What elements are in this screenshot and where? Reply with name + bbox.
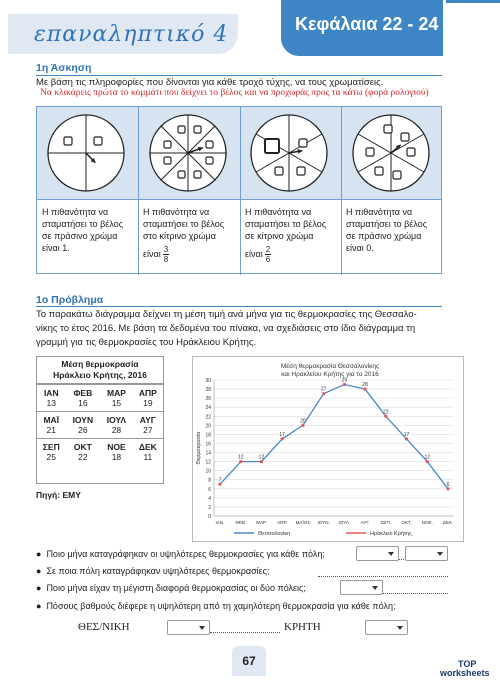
page-number: 67 <box>242 654 256 668</box>
table-value: 26 <box>78 425 88 435</box>
data-label: 29 <box>341 377 348 384</box>
spinner-wheel <box>353 115 429 191</box>
chart-title: Μέση θερμοκρασία Θεσσαλονίκης <box>280 363 380 370</box>
color-checkbox <box>393 171 401 179</box>
x-tick-label: ΦΕΒ. <box>235 520 247 525</box>
color-checkbox <box>194 171 201 178</box>
data-label: 28 <box>362 382 368 389</box>
x-tick-label: ΑΠΡ. <box>277 520 288 525</box>
y-tick-label: 28 <box>205 387 211 394</box>
y-axis-label: Θερμοκρασία <box>196 431 202 465</box>
y-tick-label: 20 <box>205 423 211 430</box>
question-item: ● Ποιο μήνα καταγράφηκαν οι υψηλότερες θερμοκρασίες για κάθε πόλη; <box>36 549 325 559</box>
table-value: 27 <box>143 425 153 435</box>
header-accent-line <box>446 0 500 3</box>
answer-dropdown[interactable] <box>340 580 383 595</box>
data-label: 27 <box>320 386 327 393</box>
spinner-wheel <box>251 115 327 191</box>
x-tick-label: ΔΕΚ. <box>442 520 454 525</box>
data-label: 12 <box>424 454 431 461</box>
question-item: ● Πόσους βαθμούς διέφερε η υψηλότερη από τη χαμηλότερη θερμοκρασία για κάθε πόλη; <box>36 601 396 611</box>
x-tick-label: ΙΑΝ. <box>215 520 225 525</box>
color-checkbox <box>64 137 72 145</box>
x-tick-label: ΙΟΥΝ. <box>317 520 330 525</box>
table-month: ΙΑΝ <box>37 385 66 399</box>
data-label: 17 <box>279 431 285 438</box>
spinner-wheel <box>48 115 124 191</box>
color-checkbox <box>384 125 392 133</box>
y-tick-label: 10 <box>205 468 211 475</box>
header-title: επαναληπτικό 4 <box>34 22 229 47</box>
table-source: Πηγή: ΕΜΥ <box>36 490 81 500</box>
y-tick-label: 2 <box>208 504 211 511</box>
table-value: 15 <box>111 398 122 408</box>
color-checkbox <box>94 137 102 145</box>
table-value: 13 <box>46 398 56 408</box>
y-tick-label: 0 <box>208 514 211 520</box>
y-tick-label: 24 <box>205 405 211 412</box>
color-checkbox <box>206 157 213 164</box>
y-tick-label: 26 <box>205 396 211 403</box>
color-checkbox <box>299 139 307 147</box>
color-checkbox <box>366 148 374 156</box>
x-tick-label: ΟΚΤ. <box>401 520 412 525</box>
answer-city-2: ΚΡΗΤΗ <box>284 621 321 633</box>
wheel-2-text: Η πιθανότητα να σταματήσει το βέλος στο κίτρινο χρώμα είναι $\frac{3}{8}$ <box>143 207 225 264</box>
color-checkbox <box>265 139 279 153</box>
answer-city-1: ΘΕΣ/ΝΙΚΗ <box>78 621 130 633</box>
wheel-1-text: Η πιθανότητα να σταματήσει το βέλος σε πράσινο χρώμα είναι 1. <box>42 207 124 253</box>
data-label: 6 <box>446 481 450 488</box>
chapters-badge-label: Κεφάλαια 22 - 24 <box>295 14 439 34</box>
table-month: ΝΟΕ <box>100 439 133 453</box>
table-value: 22 <box>78 452 88 462</box>
table-month: ΜΑΪ <box>37 412 66 426</box>
topworksheets-logo: TOP worksheets <box>440 659 490 678</box>
table-value: 28 <box>111 425 122 435</box>
page-number-tab <box>232 646 266 676</box>
data-label: 17 <box>403 431 410 438</box>
color-checkbox <box>194 126 201 133</box>
question-item: ● Σε ποια πόλη καταγράφηκαν υψηλότερες θερμοκρασίες; <box>36 566 270 576</box>
wheel-3-text: Η πιθανότητα να σταματήσει το βέλος σε κίτρινο χρώμα είναι $\frac{2}{6}$ <box>245 207 327 264</box>
x-tick-label: ΜΑΪΟΣ <box>295 520 311 525</box>
y-tick-label: 16 <box>205 441 211 448</box>
color-checkbox <box>206 141 213 148</box>
table-value: 21 <box>46 425 56 435</box>
table-value: 25 <box>46 452 56 462</box>
answer-dropdown-city-2[interactable] <box>365 620 408 635</box>
table-value: 18 <box>111 452 122 462</box>
table-value: 19 <box>143 398 153 408</box>
exercise-instruction: Να κλικάρεις πρώτα το κομμάτι που δείχνει το βέλος και να προχωράς προς τα κάτω (φορά ρολογιού) <box>40 88 429 98</box>
y-tick-label: 14 <box>205 450 211 457</box>
y-tick-label: 22 <box>205 414 211 421</box>
data-label: 7 <box>218 477 222 484</box>
color-checkbox <box>401 133 409 141</box>
table-month: ΦΕΒ <box>66 385 101 399</box>
x-tick-label: ΙΟΥΛ. <box>338 520 351 525</box>
table-value: 11 <box>143 452 153 462</box>
color-checkbox <box>375 167 383 175</box>
problem-title-rule <box>36 306 442 307</box>
problem-text: Το παρακάτω διάγραμμα δείχνει τη μέση τιμή ανά μήνα για τις θερμοκρασίες της Θεσσαλο- νίκης το έτος 2016. Με βάση τα δεδομένα του πίνακα, να σχεδιάσεις στο ίδιο διάγραμμα τη γραμμή για τις θερμοκρασίες του Ηράκλειου Κρήτης. <box>36 309 417 348</box>
color-checkbox <box>164 141 171 148</box>
answer-dropdown[interactable] <box>356 546 399 561</box>
y-tick-label: 18 <box>205 432 211 439</box>
x-tick-label: ΑΥΓ. <box>360 520 370 525</box>
y-tick-label: 30 <box>205 378 211 384</box>
spinner-wheel <box>150 115 226 191</box>
table-month: ΙΟΥΛ <box>100 412 133 426</box>
color-checkbox <box>407 148 415 156</box>
table-month: ΟΚΤ <box>66 439 101 453</box>
header-title-box <box>8 14 238 54</box>
answer-dropdown-city-1[interactable] <box>167 620 210 635</box>
exercise-title: 1η Άσκηση <box>36 62 92 74</box>
legend-label: Θεσσαλονίκη <box>258 531 291 537</box>
wheel-4-text: Η πιθανότητα να σταματήσει το βέλος σε πράσινο χρώμα είναι 0. <box>346 207 428 253</box>
chart-border <box>193 357 464 542</box>
y-tick-label: 12 <box>205 459 211 466</box>
data-label: 12 <box>237 454 244 461</box>
y-tick-label: 8 <box>208 477 211 484</box>
y-tick-label: 6 <box>208 486 211 493</box>
data-label: 20 <box>300 418 306 425</box>
temperature-line-chart[interactable] <box>192 356 464 542</box>
table-title: Μέση θερμοκρασία Ηράκλειο Κρήτης, 2016 <box>37 357 163 384</box>
color-checkbox <box>178 171 185 178</box>
data-label: 22 <box>383 409 389 416</box>
heraklion-temperature-table <box>36 356 164 484</box>
chapters-badge <box>281 0 443 56</box>
table-month: ΑΥΓ <box>133 412 163 426</box>
table-month: ΣΕΠ <box>37 439 66 453</box>
color-checkbox <box>178 126 185 133</box>
exercise-intro: Με βάση τις πληροφορίες που δίνονται για κάθε τροχό τύχης, να τους χρωματίσεις. <box>36 77 384 88</box>
color-checkbox <box>297 167 305 175</box>
table-month: ΙΟΥΝ <box>66 412 101 426</box>
problem-title: 1ο Πρόβλημα <box>36 294 104 306</box>
table-value: 16 <box>78 398 88 408</box>
x-tick-label: ΜΑΡ. <box>256 520 267 525</box>
x-tick-label: ΝΟΕ. <box>421 520 433 525</box>
legend-label: Ηράκλειο Κρήτης <box>370 531 412 537</box>
color-checkbox <box>275 167 283 175</box>
question-item: ● Ποιο μήνα είχαν τη μέγιστη διαφορά θερμοκρασίας οι δύο πόλεις; <box>36 583 306 593</box>
table-month: ΑΠΡ <box>133 385 163 399</box>
table-month: ΔΕΚ <box>133 439 163 453</box>
x-tick-label: ΣΕΠ. <box>380 520 392 525</box>
fraction-3-8: $\frac{3}{8}$ <box>163 245 169 264</box>
color-checkbox <box>164 157 171 164</box>
spinner-wheels[interactable] <box>36 106 442 200</box>
table-month: ΜΑΡ <box>100 385 133 399</box>
y-tick-label: 4 <box>208 495 211 502</box>
answer-dropdown[interactable] <box>405 546 448 561</box>
fraction-2-6: $\frac{2}{6}$ <box>265 245 271 264</box>
data-label: 12 <box>258 454 265 461</box>
chart-title: και Ηρακλείου Κρήτης για το 2016 <box>281 371 379 378</box>
